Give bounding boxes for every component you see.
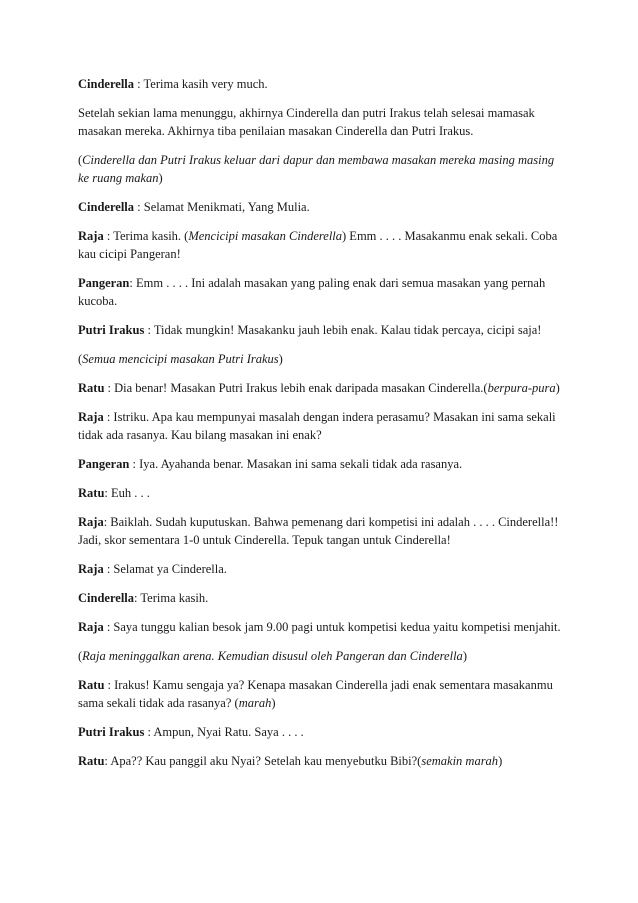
- script-paragraph: [78, 647, 564, 665]
- dialogue-text: : Ampun, Nyai Ratu. Saya . . . .: [144, 725, 304, 739]
- script-paragraph: [78, 752, 564, 770]
- script-paragraph: [78, 379, 564, 397]
- speaker-name: Raja: [78, 515, 104, 529]
- speaker-name: Raja: [78, 562, 104, 576]
- dialogue-text: (: [78, 153, 83, 167]
- script-paragraph: [78, 513, 564, 549]
- speaker-name: Raja: [78, 229, 104, 243]
- dialogue-text: : Irakus! Kamu sengaja ya? Kenapa masakan Cinderella jadi enak sementara masakanmu sama sekali tidak ada rasanya? (: [78, 678, 553, 710]
- dialogue-text: : Selamat ya Cinderella.: [103, 562, 227, 576]
- script-paragraph: [78, 198, 564, 216]
- dialogue-text: : Baiklah. Sudah kuputuskan. Bahwa pemenang dari kompetisi ini adalah . . . . Cinderella!! Jadi, skor sementara 1-0 untuk Cinderella. Tepuk tangan untuk Cinderella!: [78, 515, 559, 547]
- speaker-name: Putri Irakus: [78, 323, 145, 337]
- dialogue-text: : Dia benar! Masakan Putri Irakus lebih enak daripada masakan Cinderella.(: [104, 381, 488, 395]
- speaker-name: Ratu: [78, 678, 105, 692]
- script-paragraph: [78, 560, 564, 578]
- dialogue-text: : Terima kasih very much.: [134, 77, 268, 91]
- script-paragraph: [78, 618, 564, 636]
- dialogue-text: : Iya. Ayahanda benar. Masakan ini sama sekali tidak ada rasanya.: [129, 457, 463, 471]
- dialogue-text: (: [78, 649, 83, 663]
- document-page: [78, 75, 564, 781]
- stage-direction: Raja meninggalkan arena. Kemudian disusul oleh Pangeran dan Cinderella: [82, 649, 463, 663]
- speaker-name: Cinderella: [78, 77, 135, 91]
- dialogue-text: : Apa?? Kau panggil aku Nyai? Setelah kau menyebutku Bibi?(: [104, 754, 422, 768]
- script-paragraph: [78, 455, 564, 473]
- dialogue-text: ): [271, 696, 276, 710]
- speaker-name: Cinderella: [78, 591, 135, 605]
- script-paragraph: [78, 723, 564, 741]
- speaker-name: Raja: [78, 620, 104, 634]
- script-paragraph: [78, 676, 564, 712]
- script-paragraph: [78, 75, 564, 93]
- dialogue-text: : Terima kasih.: [134, 591, 209, 605]
- dialogue-text: : Selamat Menikmati, Yang Mulia.: [134, 200, 310, 214]
- stage-direction: marah: [238, 696, 272, 710]
- dialogue-text: : Saya tunggu kalian besok jam 9.00 pagi untuk kompetisi kedua yaitu kompetisi menjahit.: [103, 620, 561, 634]
- script-paragraph: [78, 484, 564, 502]
- script-paragraph: [78, 350, 564, 368]
- dialogue-text: ): [462, 649, 467, 663]
- dialogue-text: : Istriku. Apa kau mempunyai masalah dengan indera perasamu? Masakan ini sama sekali tidak ada rasanya. Kau bilang masakan ini enak?: [78, 410, 556, 442]
- dialogue-text: ): [498, 754, 503, 768]
- speaker-name: Ratu: [78, 486, 105, 500]
- script-paragraph: [78, 408, 564, 444]
- stage-direction: Mencicipi masakan Cinderella: [188, 229, 343, 243]
- stage-direction: semakin marah: [421, 754, 499, 768]
- dialogue-text: Setelah sekian lama menunggu, akhirnya Cinderella dan putri Irakus telah selesai mamasak masakan mereka. Akhirnya tiba penilaian masakan Cinderella dan Putri Irakus.: [78, 106, 535, 138]
- script-paragraph: [78, 274, 564, 310]
- script-paragraph: [78, 227, 564, 263]
- speaker-name: Raja: [78, 410, 104, 424]
- script-paragraph: [78, 104, 564, 140]
- dialogue-text: : Emm . . . . Ini adalah masakan yang paling enak dari semua masakan yang pernah kucoba.: [78, 276, 546, 308]
- script-paragraph: [78, 321, 564, 339]
- speaker-name: Cinderella: [78, 200, 135, 214]
- dialogue-text: ): [158, 171, 163, 185]
- dialogue-text: : Tidak mungkin! Masakanku jauh lebih enak. Kalau tidak percaya, cicipi saja!: [144, 323, 542, 337]
- speaker-name: Ratu: [78, 754, 105, 768]
- stage-direction: Semua mencicipi masakan Putri Irakus: [82, 352, 279, 366]
- speaker-name: Pangeran: [78, 276, 130, 290]
- script-paragraph: [78, 589, 564, 607]
- dialogue-text: (: [78, 352, 83, 366]
- speaker-name: Ratu: [78, 381, 105, 395]
- dialogue-text: ): [555, 381, 560, 395]
- dialogue-text: : Euh . . .: [104, 486, 150, 500]
- dialogue-text: ) Emm . . . . Masakanmu enak sekali. Coba kau cicipi Pangeran!: [78, 229, 558, 261]
- stage-direction: Cinderella dan Putri Irakus keluar dari dapur dan membawa masakan mereka masing masing ke ruang makan: [78, 153, 555, 185]
- dialogue-text: : Terima kasih. (: [103, 229, 189, 243]
- script-paragraph: [78, 151, 564, 187]
- speaker-name: Putri Irakus: [78, 725, 145, 739]
- stage-direction: berpura-pura: [487, 381, 556, 395]
- dialogue-text: ): [278, 352, 283, 366]
- speaker-name: Pangeran: [78, 457, 130, 471]
